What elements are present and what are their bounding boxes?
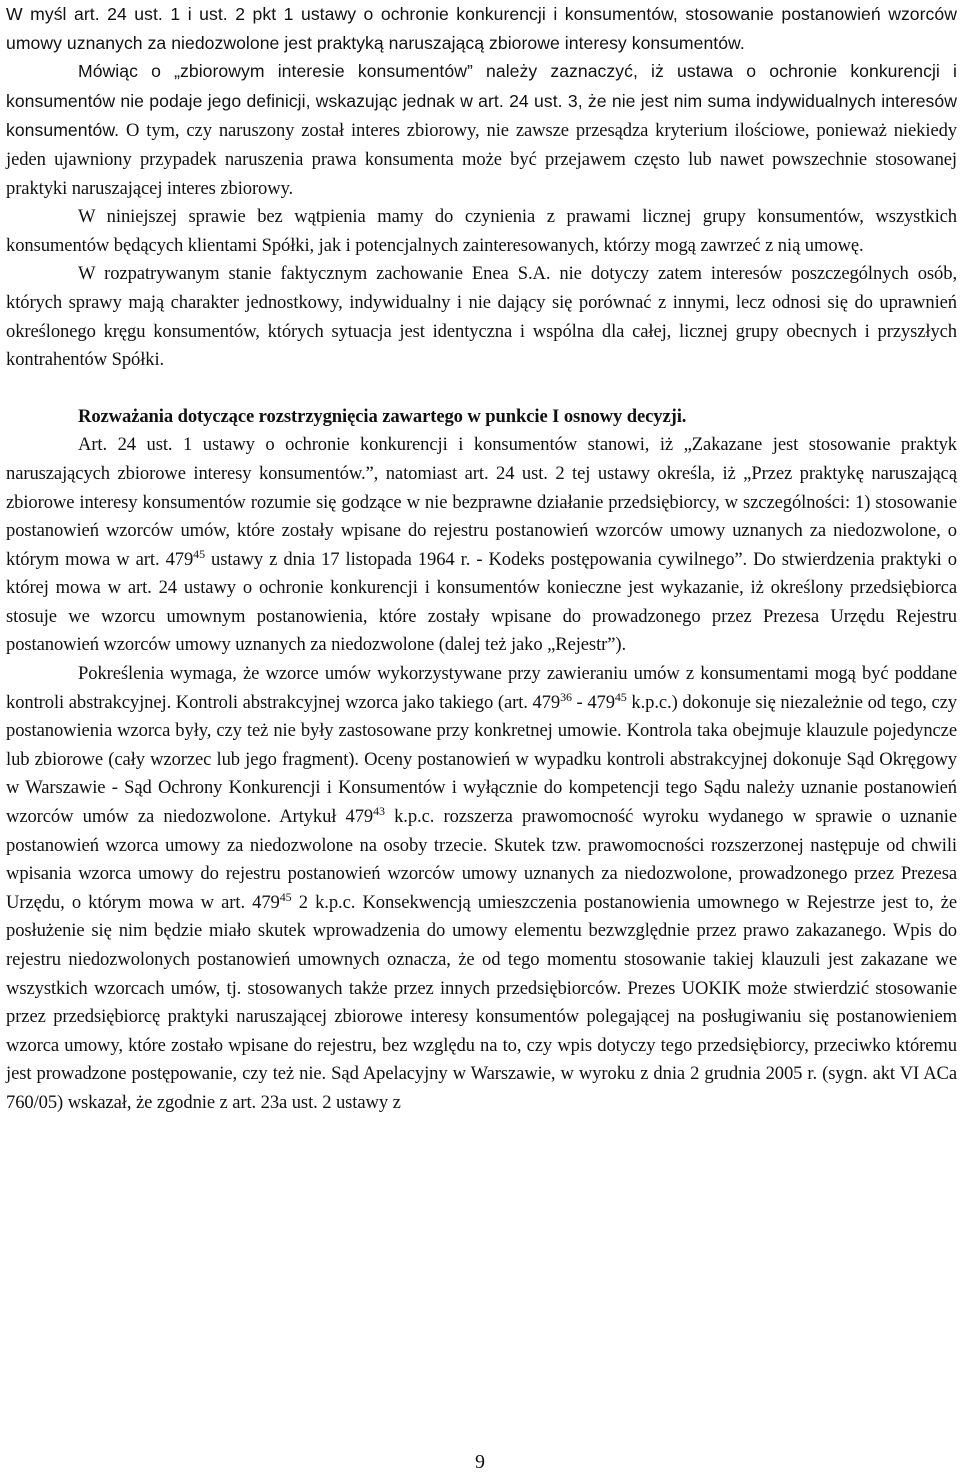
- paragraph-abstract-control: [6, 660, 957, 1118]
- text-run: - 479: [571, 691, 615, 713]
- superscript: 45: [279, 889, 292, 904]
- paragraph-art-24-ust-1: [6, 431, 957, 660]
- text-run: ustawy z dnia 17 listopada 1964 r. - Kodeks postępowania cywilnego”. Do stwierdzenia praktyki o której mowa w art. 24 ustawy o ochronie konkurencji i konsumentów konieczne jest wykazanie, iż określony przedsiębiorca stosuje we wzorcu umownym postanowienia, które zostały wpisane do prowadzonego przez Prezesa Urzędu Rejestru postanowień wzorców umowy uznanych za niedozwolone (dalej też jako „Rejestr”).: [6, 548, 957, 656]
- paragraph-collective-interest: [6, 57, 957, 203]
- paragraph-collective-interest-sans: Mówiąc o „zbiorowym interesie konsumentów” należy zaznaczyć, iż ustawa o ochronie konkurencji i konsumentów nie podaje jego definicji, wskazując jednak w art. 24 ust. 3, że nie jest nim suma indywidualnych interesów konsumentów.: [6, 61, 957, 141]
- section-heading: Rozważania dotyczące rozstrzygnięcia zawartego w punkcie I osnowy decyzji.: [78, 405, 687, 427]
- text-run: Art. 24 ust. 1 ustawy o ochronie konkurencji i konsumentów stanowi, iż „Zakazane jest stosowanie praktyk naruszających zbiorowe interesy konsumentów.”, natomiast art. 24 ust. 2 tej ustawy określa, iż „Przez praktykę naruszającą zbiorowe interesy konsumentów rozumie się godzące w nie bezprawne działanie przedsiębiorcy, w szczególności: 1) stosowanie postanowień wzorców umów, które zostały wpisane do rejestru postanowień wzorców umowy uznanych za niedozwolone, o którym mowa w art. 479: [6, 434, 957, 570]
- paragraph-enea-conduct: W rozpatrywanym stanie faktycznym zachowanie Enea S.A. nie dotyczy zatem interesów poszczególnych osób, których sprawy mają charakter jednostkowy, indywidualny i nie dający się porównać z innymi, lecz odnosi się do uprawnień określonego kręgu konsumentów, których sytuacja jest identyczna i wspólna dla całej, licznej grupy obecnych i przyszłych kontrahentów Spółki.: [6, 263, 957, 371]
- document-page: [6, 0, 957, 1118]
- superscript: 45: [614, 689, 627, 704]
- text-run: k.p.c.) dokonuje się niezależnie od tego, czy postanowienia wzorca były, czy też nie były zastosowane przy konkretnej umowie. Kontrola taka obejmuje klauzule pojedyncze lub zbiorowe (cały wzorzec lub jego fragment). Oceny postanowień w wypadku kontroli abstrakcyjnej dokonuje Sąd Okręgowy w Warszawie - Sąd Ochrony Konkurencji i Konsumentów i wyłącznie do kompetencji tego Sądu należy uznanie postanowień wzorców umów za niedozwolone. Artykuł 479: [6, 691, 957, 828]
- paragraph-collective-interest-serif: O tym, czy naruszony został interes zbiorowy, nie zawsze przesądza kryterium ilościowe, ponieważ niekiedy jeden ujawniony przypadek naruszenia prawa konsumenta może być przejawem często lub nawet powszechnie stosowanej praktyki naruszającej interes zbiorowy.: [6, 120, 957, 199]
- paragraph-present-case: W niniejszej sprawie bez wątpienia mamy do czynienia z prawami licznej grupy konsumentów, wszystkich konsumentów będących klientami Spółki, jak i potencjalnych zainteresowanych, którzy mogą zawrzeć z nią umowę.: [6, 206, 957, 256]
- superscript: 43: [373, 804, 385, 819]
- superscript: 36: [560, 689, 572, 704]
- paragraph-article-24: W myśl art. 24 ust. 1 i ust. 2 pkt 1 ustawy o ochronie konkurencji i konsumentów, stosowanie postanowień wzorców umowy uznanych za niedozwolone jest praktyką naruszającą zbiorowe interesy konsumentów.: [6, 4, 957, 53]
- page-number: 9: [475, 1451, 485, 1473]
- text-run: 2 k.p.c. Konsekwencją umieszczenia postanowienia umownego w Rejestrze jest to, że posłużenie się nim będzie miało skutek wprowadzenia do umowy elementu bezwzględnie przez prawo zakazanego. Wpis do rejestru niedozwolonych postanowień umownych oznacza, że od tego momentu stosowanie takiej klauzuli jest zakazane we wszystkich wzorcach umów, tj. stosowanych także przez innych przedsiębiorców. Prezes UOKIK może stwierdzić stosowanie przez przedsiębiorcę praktyki naruszającej zbiorowe interesy konsumentów polegającej na posługiwaniu się postanowieniem wzorca umowy, które zostało wpisane do rejestru, bez względu na to, czy wpis dotyczy tego przedsiębiorcy, przeciwko któremu jest prowadzone postępowanie, czy też nie. Sąd Apelacyjny w Warszawie, w wyroku z dnia 2 grudnia 2005 r. (sygn. akt VI ACa 760/05) wskazał, że zgodnie z art. 23a ust. 2 ustawy z: [6, 891, 957, 1113]
- text-run: Pokreślenia wymaga, że wzorce umów wykorzystywane przy zawieraniu umów z konsumentami mogą być poddane kontroli abstrakcyjnej. Kontroli abstrakcyjnej wzorca jako takiego (art. 479: [6, 663, 957, 713]
- superscript: 45: [193, 546, 205, 561]
- text-run: k.p.c. rozszerza prawomocność wyroku wydanego w sprawie o uznanie postanowień wzorca umowy za niedozwolone na osoby trzecie. Skutek tzw. prawomocności rozszerzonej następuje od chwili wpisania wzorca umowy do rejestru postanowień wzorców umowy uznanych za niedozwolone, prowadzonego przez Prezesa Urzędu, o którym mowa w art. 479: [6, 806, 957, 913]
